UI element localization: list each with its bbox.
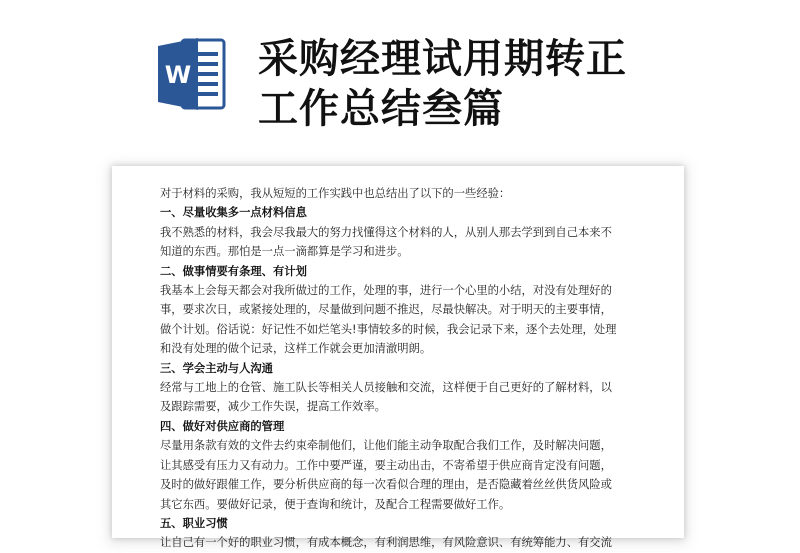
body-line: 知道的东西。那怕是一点一滴都算是学习和进步。 — [160, 245, 409, 259]
title-line-2: 工作总结叁篇 — [258, 86, 504, 132]
section-heading: 一、尽量收集多一点材料信息 — [160, 206, 307, 220]
body-line: 我基本上会每天都会对我所做过的工作，处理的事，进行一个心里的小结，对没有处理好的 — [160, 284, 612, 298]
word-document-icon — [156, 34, 228, 114]
body-line: 和没有处理的做个记录，这样工作就会更加清澈明朗。 — [160, 342, 432, 356]
document-body — [160, 184, 640, 553]
body-line: 其它东西。要做好记录，便于查询和统计，及配合工程需要做好工作。 — [160, 497, 511, 511]
body-line: 及跟踪需要，减少工作失误，提高工作效率。 — [160, 400, 386, 414]
body-line: 让自己有一个好的职业习惯，有成本概念，有利润思维，有风险意识、有统筹能力、有交流 — [160, 536, 612, 550]
section-heading: 三、学会主动与人沟通 — [160, 361, 273, 375]
body-line: 事，要求次日，或紧接处理的，尽量做到问题不推迟，尽最快解决。对于明天的主要事情， — [160, 303, 612, 317]
body-line: 及时的做好跟催工作，要分析供应商的每一次看似合理的理由，是否隐藏着丝丝供货风险或 — [160, 478, 612, 492]
page-title — [258, 34, 627, 134]
intro-paragraph: 对于材料的采购，我从短短的工作实践中也总结出了以下的一些经验： — [160, 187, 511, 200]
header — [0, 0, 800, 150]
title-line-1: 采购经理试用期转正 — [258, 36, 627, 82]
body-line: 我不熟悉的材料，我会尽我最大的努力找懂得这个材料的人，从别人那去学到到自己本来不 — [160, 225, 612, 239]
body-line: 尽量用条款有效的文件去约束牵制他们，让他们能主动争取配合我们工作，及时解决问题， — [160, 439, 612, 453]
body-line: 经常与工地上的仓管、施工队长等相关人员接触和交流，这样便于自己更好的了解材料，以 — [160, 381, 612, 395]
document-page — [112, 166, 684, 550]
section-heading: 五、职业习惯 — [160, 516, 228, 530]
section-heading: 二、做事情要有条理、有计划 — [160, 264, 307, 278]
word-icon-letter: W — [164, 61, 192, 89]
body-line: 做个计划。俗话说：好记性不如烂笔头!事情较多的时候，我会记录下来，逐个去处理，处理 — [160, 322, 617, 336]
section-heading: 四、做好对供应商的管理 — [160, 419, 285, 433]
body-line: 让其感受有压力又有动力。工作中要严谨，要主动出击，不寄希望于供应商肯定没有问题， — [160, 458, 612, 472]
